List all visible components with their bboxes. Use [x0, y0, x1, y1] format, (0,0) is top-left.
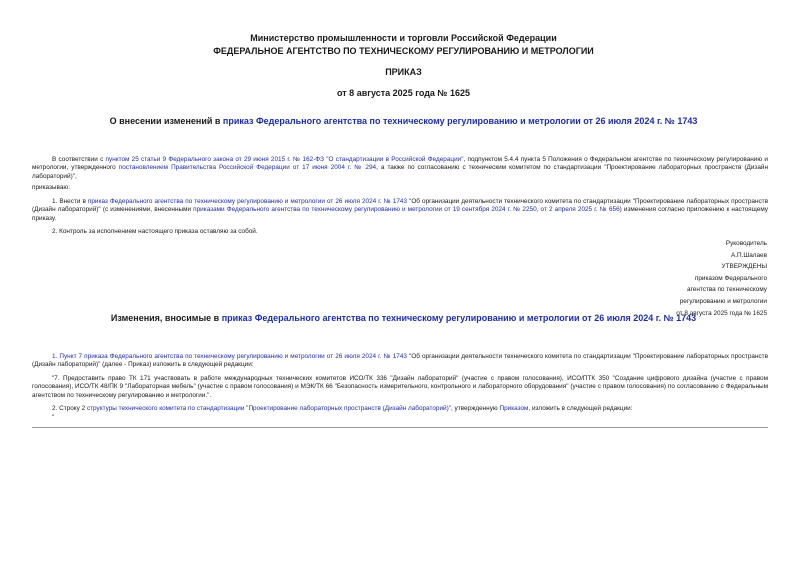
- federal-law-link[interactable]: пунктом 25 статьи 9 Федерального закона от 29 июня 2015 г. № 162-ФЗ "О стандартизации в Российской Федерации": [105, 156, 464, 163]
- agency-name: ФЕДЕРАЛЬНОЕ АГЕНТСТВО ПО ТЕХНИЧЕСКОМУ РЕГУЛИРОВАНИЮ И МЕТРОЛОГИИ: [213, 46, 594, 56]
- preamble-text-2: , подпунктом 5.4.4 пункта 5 Положения о Федеральном агентстве по техническому регулированию и метрологии, утвержденного: [32, 156, 768, 172]
- approved-line-4: от 8 августа 2025 года № 1625: [676, 309, 767, 317]
- document-date: от 8 августа 2025 года № 1625: [337, 88, 470, 98]
- government-decree-link[interactable]: постановлением Правительства Российской Федерации от 17 июня 2004 г. № 294: [118, 164, 377, 172]
- order-reference-link[interactable]: Приказом: [499, 405, 529, 412]
- item-1-amendments-link[interactable]: приказами Федерального агентства по техническому регулированию и метрологии от 19 сентября 2024 г. № 2250, от 2 апреля 2025 г. № 656: [193, 206, 620, 214]
- change-1-point-link[interactable]: 1. Пункт 7 приказа Федерального агентства по техническому регулированию и метрологии от 26 июля 2024 г. № 1743: [52, 353, 407, 360]
- title-prefix: О внесении изменений в: [109, 116, 223, 126]
- ministry-name: Министерство промышленности и торговли Российской Федерации: [250, 33, 557, 43]
- change-2-text-3: , изложить в следующей редакции:: [528, 405, 633, 412]
- item-1-text-2: "Об организации деятельности технического комитета по стандартизации "Проектирование лабораторных пространств (Дизайн лабораторий)" (с изменениями, внесенными: [32, 198, 768, 214]
- changes-title: [0, 313, 807, 324]
- approved-line-1: приказом Федерального: [694, 274, 767, 282]
- signer-name: А.П.Шалаев: [730, 251, 767, 259]
- quote-mark: ": [52, 414, 55, 421]
- title-order-link[interactable]: приказ Федерального агентства по техническому регулированию и метрологии от 26 июля 2024 г. № 1743: [222, 116, 698, 126]
- committee-structure-link[interactable]: структуры технического комитета по стандартизации "Проектирование лабораторных пространств (Дизайн лабораторий)": [86, 405, 451, 412]
- changes-title-prefix: Изменения, вносимые в: [110, 313, 222, 323]
- item-2-paragraph: 2. Контроль за исполнением настоящего приказа оставляю за собой.: [52, 228, 258, 235]
- change-2-paragraph: [32, 405, 768, 413]
- changes-title-order-link[interactable]: приказ Федерального агентства по техническому регулированию и метрологии от 26 июля 2024 г. № 1743: [221, 313, 697, 323]
- order-word: приказываю:: [32, 184, 70, 191]
- preamble-text-3: , а также по согласованию с техническим комитетом по стандартизации "Проектирование лабораторных пространств (Дизайн лабораторий)",: [32, 164, 768, 180]
- signature-block: [567, 238, 767, 319]
- preamble-paragraph: [32, 156, 768, 181]
- change-1-quote: "7. Предоставить право ТК 171 участвовать в работе международных технических комитетов ИСО/ТК 336 "Дизайн лабораторий" (участие с правом голосования), ИСО/ПТК 350 "Создание цифрового дизайна (участие с правом голосования), ИСО/ТК 48/ПК 9 "Лабораторная мебель" (участие с правом голосования) и МЭК/ТК 66 "Безопасность измерительного, контрольного и лабораторного оборудования" (участие с правом голосования) по согласованию с Федеральным агентством по техническому регулированию и метрологии.".: [32, 375, 768, 399]
- preamble-text-1: В соответствии с: [52, 156, 106, 163]
- item-1-text-3: ) изменения согласно приложению к настоящему приказу.: [32, 206, 768, 222]
- change-2-text-2: , утвержденную: [450, 405, 500, 412]
- item-1-text-1: 1. Внести в: [52, 198, 88, 205]
- change-1-text-1: "Об организации деятельности технического комитета по стандартизации "Проектирование лабораторных пространств (Дизайн лабораторий)": [32, 353, 768, 369]
- approved-line-3: регулированию и метрологии: [679, 297, 767, 305]
- change-1-paragraph: [32, 353, 768, 370]
- change-1-text-2: (далее - Приказ) изложить в следующей редакции:: [100, 361, 254, 369]
- item-1-paragraph: [32, 198, 768, 223]
- signer-position: Руководитель: [725, 240, 767, 247]
- change-2-text-1: 2. Строку 2: [52, 405, 87, 412]
- item-1-order-link[interactable]: приказ Федерального агентства по техническому регулированию и метрологии от 26 июля 2024 г. № 1743: [87, 198, 408, 205]
- approved-label: УТВЕРЖДЕНЫ: [721, 263, 767, 271]
- approved-line-2: агентства по техническому: [687, 286, 767, 294]
- document-title: [0, 116, 807, 127]
- document-type: ПРИКАЗ: [385, 67, 422, 77]
- bottom-divider: [32, 427, 768, 428]
